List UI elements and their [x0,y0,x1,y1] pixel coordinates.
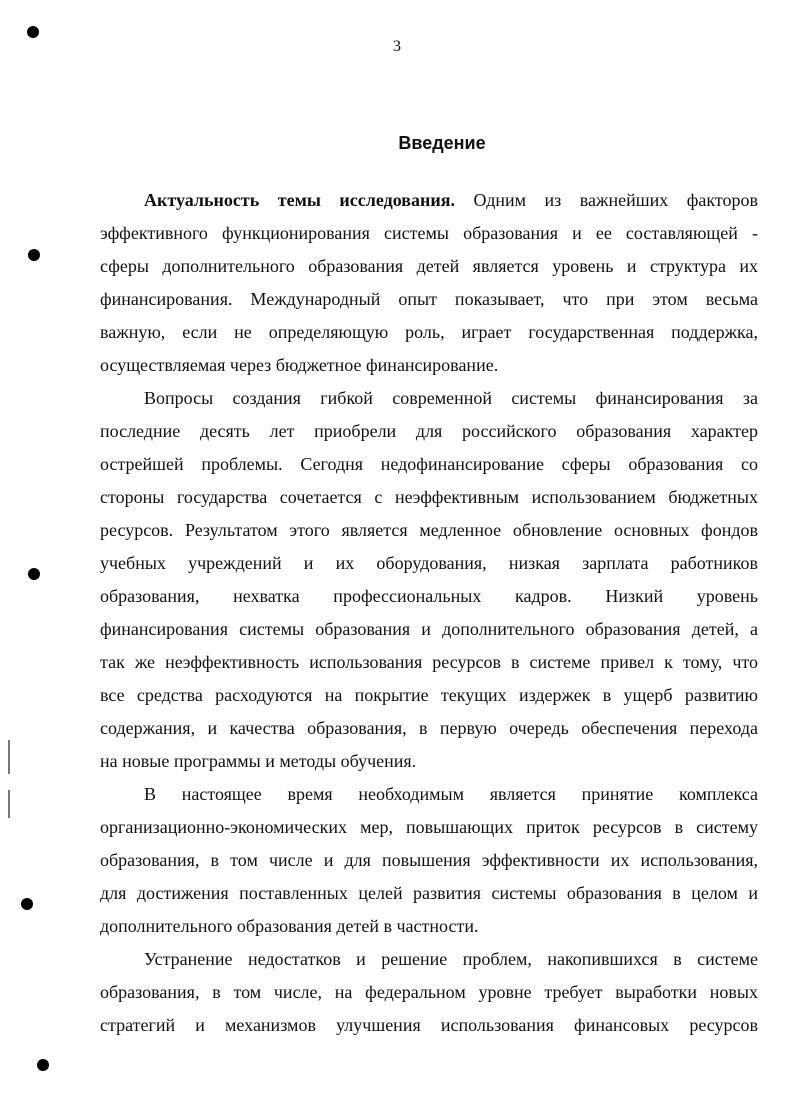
text-line: содержания, и качества образования, в первую очередь обеспечения перехода [100,718,758,738]
text-line: финансирования системы образования и дополнительного образования детей, а [100,619,758,639]
text-line: ресурсов. Результатом этого является медленное обновление основных фондов [100,520,758,540]
text-line: сферы дополнительного образования детей является уровень и структура их [100,256,758,276]
text-line: осуществляемая через бюджетное финансирование. [100,355,499,375]
text-line: для достижения поставленных целей развития системы образования в целом и [100,883,758,903]
scan-artifact [8,790,10,818]
text-run: Одним из важнейших факторов [454,190,759,210]
paragraph [100,943,758,1042]
text-line: важную, если не определяющую роль, играет государственная поддержка, [100,322,758,342]
text-line: организационно-экономических мер, повышающих приток ресурсов в систему [100,817,758,837]
page-number: 3 [393,38,401,55]
emphasis-text: Актуальность темы исследования. [144,190,455,210]
text-line: учебных учреждений и их оборудования, низкая зарплата работников [100,553,758,573]
punch-hole-mark [28,568,40,580]
paragraph [100,778,758,943]
text-line: все средства расходуются на покрытие текущих издержек в ущерб развитию [100,685,758,705]
body-text [100,184,758,1042]
paragraph [100,184,758,382]
text-line [100,184,758,217]
text-line: стратегий и механизмов улучшения использования финансовых ресурсов [100,1015,758,1035]
text-line: последние десять лет приобрели для российского образования характер [100,421,758,441]
text-line: эффективного функционирования системы образования и ее составляющей - [100,223,758,243]
text-line: дополнительного образования детей в частности. [100,916,479,936]
text-line: образования, в том числе, на федеральном уровне требует выработки новых [100,982,758,1002]
text-line: образования, в том числе и для повышения эффективности их использования, [100,850,758,870]
text-line: Вопросы создания гибкой современной системы финансирования за [144,388,758,408]
scan-artifact [8,740,10,774]
text-line: на новые программы и методы обучения. [100,751,417,771]
text-line: стороны государства сочетается с неэффективным использованием бюджетных [100,487,758,507]
punch-hole-mark [28,249,40,261]
text-line: острейшей проблемы. Сегодня недофинансирование сферы образования со [100,454,758,474]
text-line: так же неэффективность использования ресурсов в системе привел к тому, что [100,652,758,672]
punch-hole-mark [21,898,33,910]
text-line: образования, нехватка профессиональных кадров. Низкий уровень [100,586,758,606]
text-line: Устранение недостатков и решение проблем, накопившихся в системе [144,949,758,969]
text-line: финансирования. Международный опыт показывает, что при этом весьма [100,289,758,309]
text-line: В настоящее время необходимым является принятие комплекса [144,784,758,804]
paragraph [100,382,758,778]
section-heading: Введение [398,133,486,153]
punch-hole-mark [37,1059,49,1071]
